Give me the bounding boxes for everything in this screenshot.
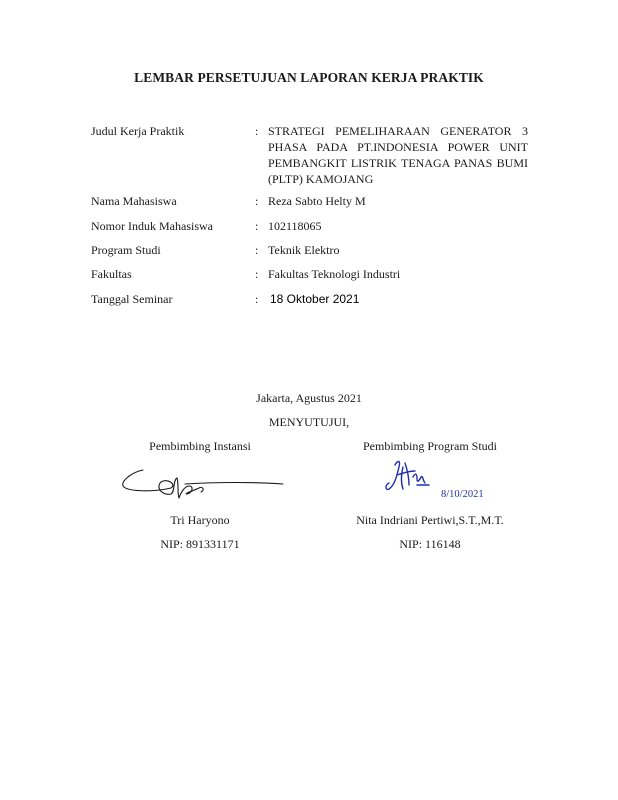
field-value-nama: Reza Sabto Helty M: [268, 194, 366, 208]
field-separator: :: [255, 243, 259, 257]
field-value-tanggal: 18 Oktober 2021: [270, 292, 360, 306]
signature-date-stamp: 8/10/2021: [441, 489, 484, 500]
field-label: Program Studi: [91, 243, 161, 257]
signer-name-instansi: Tri Haryono: [170, 513, 230, 527]
field-label: Nomor Induk Mahasiswa: [91, 219, 213, 233]
place-date: Jakarta, Agustus 2021: [256, 391, 362, 405]
field-label: Judul Kerja Praktik: [91, 124, 185, 138]
signer-name-prodi: Nita Indriani Pertiwi,S.T.,M.T.: [356, 513, 504, 527]
field-label: Nama Mahasiswa: [91, 194, 177, 208]
signer-role-instansi: Pembimbing Instansi: [149, 439, 251, 453]
field-label: Fakultas: [91, 267, 132, 281]
field-separator: :: [255, 292, 259, 306]
approval-heading: MENYUTUJUI,: [268, 415, 350, 429]
field-separator: :: [255, 124, 259, 138]
signer-nip-prodi: NIP: 116148: [399, 537, 461, 551]
field-value-prodi: Teknik Elektro: [268, 243, 340, 257]
signer-nip-instansi: NIP: 891331171: [160, 537, 240, 551]
signature-prodi: [383, 455, 443, 497]
document-title: LEMBAR PERSETUJUAN LAPORAN KERJA PRAKTIK: [134, 70, 484, 85]
signature-instansi: [115, 462, 290, 504]
field-separator: :: [255, 194, 259, 208]
signer-role-prodi: Pembimbing Program Studi: [362, 439, 497, 453]
field-value-judul: STRATEGI PEMELIHARAAN GENERATOR 3 PHASA PADA PT.INDONESIA POWER UNIT PEMBANGKIT LISTRIK TENAGA PANAS BUMI (PLTP) KAMOJANG: [268, 124, 528, 186]
field-separator: :: [255, 219, 259, 233]
field-label: Tanggal Seminar: [91, 292, 173, 306]
field-value-fakultas: Fakultas Teknologi Industri: [268, 267, 401, 281]
field-separator: :: [255, 267, 259, 281]
field-value-nim: 102118065: [268, 219, 322, 233]
